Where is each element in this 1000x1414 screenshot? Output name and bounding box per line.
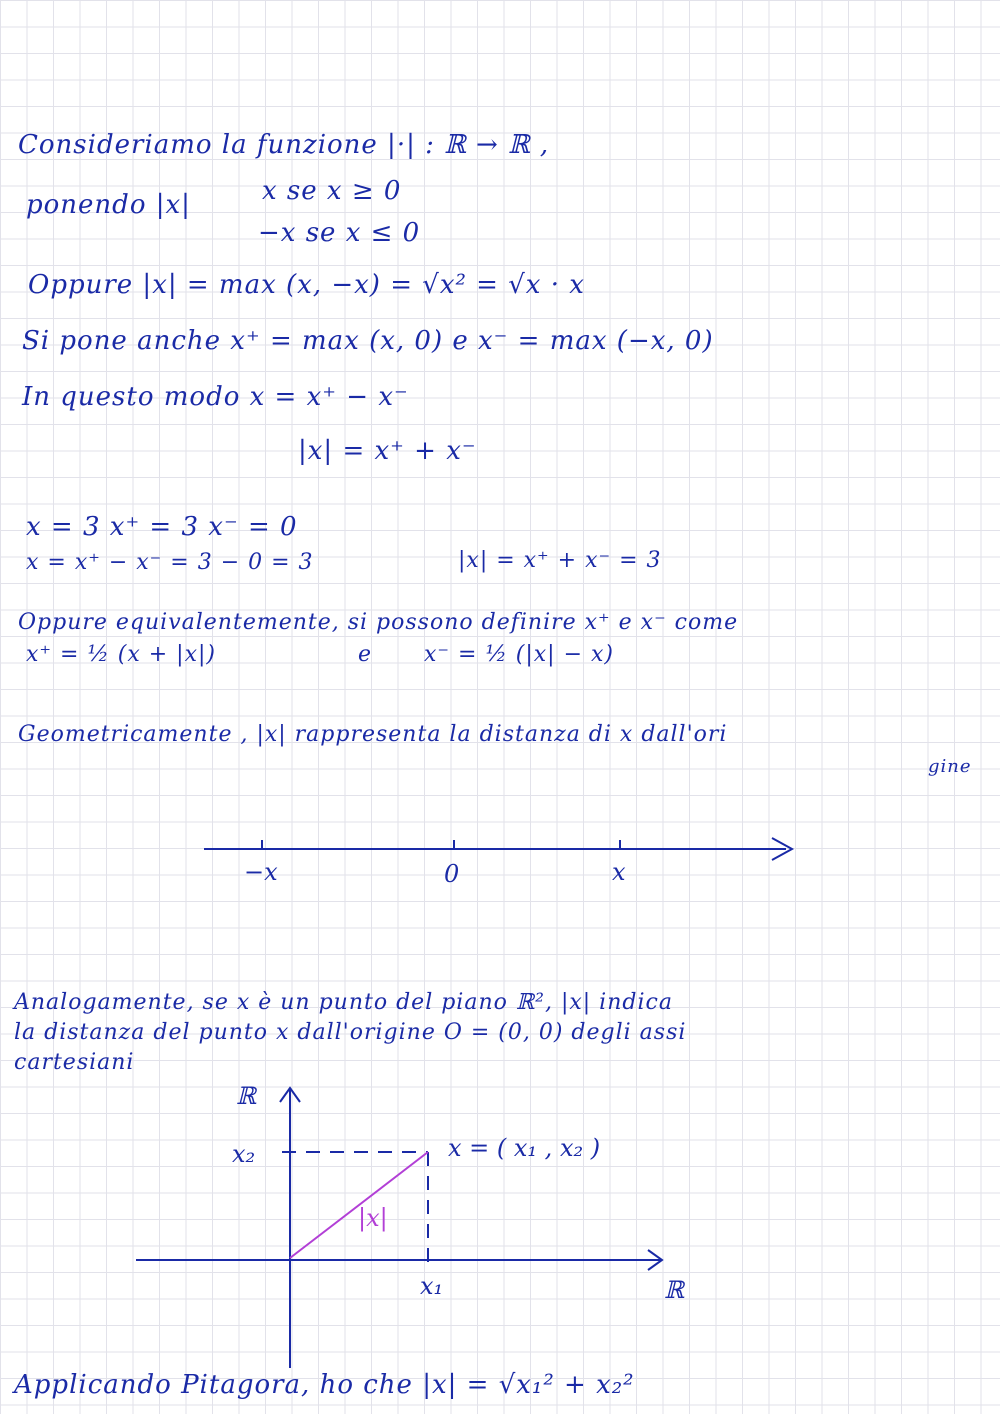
analogous-line-3: cartesiani <box>14 1050 135 1075</box>
decomposition-line: In questo modo x = x⁺ − x⁻ <box>22 382 409 412</box>
analogous-line-2: la distanza del punto x dall'origine O = (0, 0) degli assi <box>14 1020 687 1045</box>
max-definition-line: Oppure |x| = max (x, −x) = √x² = √x · x <box>28 270 585 300</box>
number-line-label-zero: 0 <box>444 860 460 888</box>
number-line-label-x: x <box>612 858 626 886</box>
point-label: x = ( x₁ , x₂ ) <box>448 1134 601 1162</box>
analogous-line-1: Analogamente, se x è un punto del piano ℝ², |x| indica <box>14 990 673 1015</box>
equivalent-negative-part: x⁻ = ½ (|x| − x) <box>424 642 614 667</box>
geometric-meaning-continuation: gine <box>928 756 972 777</box>
example-absolute-line: |x| = x⁺ + x⁻ = 3 <box>458 548 662 573</box>
positive-negative-parts-line: Si pone anche x⁺ = max (x, 0) e x⁻ = max (−x, 0) <box>22 326 714 356</box>
definition-prefix: ponendo |x| <box>26 190 191 220</box>
intro-line: Consideriamo la funzione |·| : ℝ → ℝ , <box>18 130 550 160</box>
example-decomposition-line: x = x⁺ − x⁻ = 3 − 0 = 3 <box>26 550 314 575</box>
equivalent-definition-line: Oppure equivalentemente, si possono definire x⁺ e x⁻ come <box>18 610 739 635</box>
definition-case-positive: x se x ≥ 0 <box>262 176 402 206</box>
absolute-sum-line: |x| = x⁺ + x⁻ <box>298 436 477 466</box>
segment-magnitude-label: |x| <box>358 1204 388 1232</box>
geometric-meaning-line: Geometricamente , |x| rappresenta la distanza di x dall'ori <box>18 722 728 747</box>
y-axis-label: ℝ <box>236 1082 256 1110</box>
x-axis-label: ℝ <box>664 1276 684 1304</box>
y-tick-label: x₂ <box>232 1140 256 1168</box>
definition-case-negative: −x se x ≤ 0 <box>258 218 421 248</box>
equivalent-positive-part: x⁺ = ½ (x + |x|) <box>26 642 216 667</box>
pythagoras-line: Applicando Pitagora, ho che |x| = √x₁² + x₂² <box>14 1370 635 1400</box>
number-line-label-neg-x: −x <box>244 858 278 886</box>
x-tick-label: x₁ <box>420 1272 444 1300</box>
equivalent-conjunction: e <box>358 642 373 667</box>
example-values-line: x = 3 x⁺ = 3 x⁻ = 0 <box>26 512 298 542</box>
